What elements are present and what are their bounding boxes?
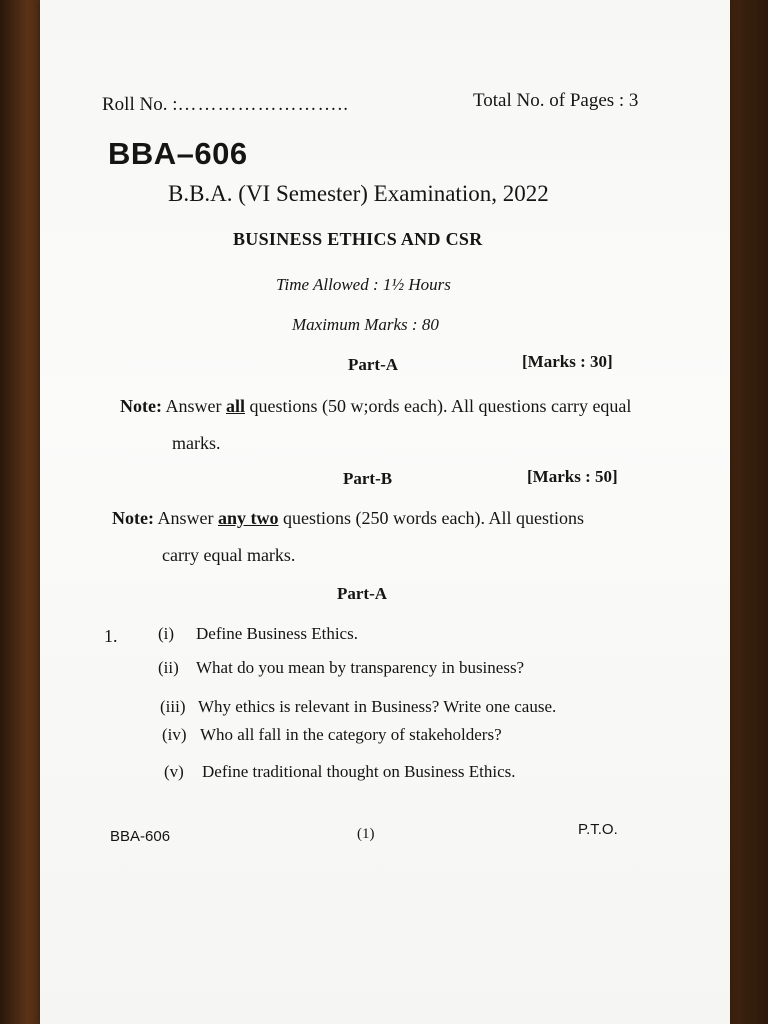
subject-title: BUSINESS ETHICS AND CSR: [233, 229, 483, 249]
part-b-marks: [Marks : 50]: [527, 467, 618, 486]
question-text: Why ethics is relevant in Business? Write one cause.: [198, 697, 557, 716]
part-b-note-continued: carry equal marks.: [162, 545, 296, 565]
part-a-note: [120, 396, 631, 417]
question-number: 1.: [104, 626, 118, 646]
note-text-pre: Answer: [165, 396, 226, 416]
paper-code: BBA–606: [108, 136, 248, 171]
part-b-note: [112, 508, 584, 529]
question-text: What do you mean by transparency in business?: [196, 658, 525, 677]
question-item: [158, 658, 524, 678]
exam-title: B.B.A. (VI Semester) Examination, 2022: [168, 181, 549, 206]
question-item: [164, 762, 516, 782]
note-emphasis: all: [226, 396, 246, 416]
question-text: Who all fall in the category of stakeholders?: [200, 725, 502, 744]
time-allowed: Time Allowed : 1½ Hours: [276, 275, 451, 294]
roll-number-label: Roll No. :: [102, 94, 178, 115]
note-text-post: questions (50 w;ords each). All questions carry equal: [245, 396, 632, 416]
question-text: Define traditional thought on Business Ethics.: [202, 762, 516, 781]
roll-number-blank: ……………………..: [177, 94, 349, 115]
maximum-marks: Maximum Marks : 80: [292, 315, 439, 334]
footer-page-number: (1): [357, 826, 375, 842]
question-numeral: (iii): [160, 697, 186, 716]
note-label: Note:: [120, 396, 162, 416]
question-item: [162, 725, 502, 745]
part-a-note-continued: marks.: [172, 433, 221, 453]
note-emphasis: any two: [218, 508, 279, 528]
note-label: Note:: [112, 508, 154, 528]
question-text: Define Business Ethics.: [196, 624, 358, 643]
question-item: [158, 624, 358, 644]
section-heading: Part-A: [337, 584, 388, 603]
part-b-heading: Part-B: [343, 469, 393, 488]
note-text-pre: Answer: [157, 508, 218, 528]
question-numeral: (i): [158, 624, 175, 643]
footer-paper-code: BBA-606: [110, 828, 171, 845]
question-item: [160, 697, 556, 717]
part-a-heading: Part-A: [348, 355, 399, 374]
footer-pto: P.T.O.: [578, 821, 618, 838]
note-text-post: questions (250 words each). All questions: [278, 508, 584, 528]
question-numeral: (iv): [162, 725, 187, 744]
part-a-marks: [Marks : 30]: [522, 352, 613, 371]
roll-number-line: [102, 94, 349, 116]
question-numeral: (ii): [158, 658, 179, 677]
total-pages: Total No. of Pages : 3: [473, 90, 639, 111]
question-numeral: (v): [164, 762, 184, 781]
